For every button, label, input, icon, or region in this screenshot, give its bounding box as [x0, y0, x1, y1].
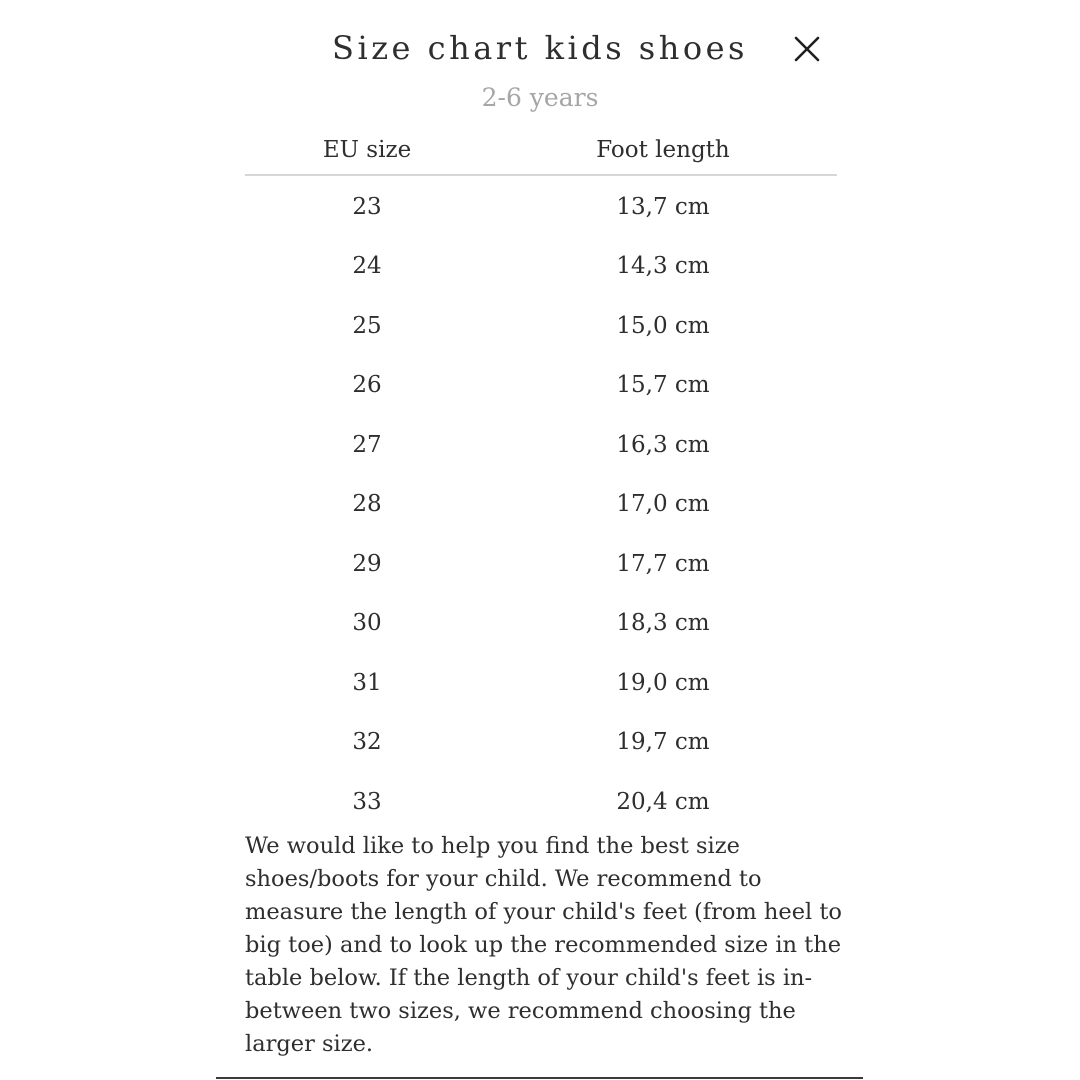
close-button[interactable] — [790, 32, 824, 66]
table-row — [245, 237, 837, 297]
bottom-divider — [216, 1077, 863, 1079]
table-row — [245, 772, 837, 832]
cell-foot-length: 19,7 cm — [616, 729, 710, 756]
modal-title: Size chart kids shoes — [332, 29, 748, 67]
cell-foot-length: 17,0 cm — [616, 491, 710, 518]
cell-foot-length: 18,3 cm — [616, 610, 710, 637]
cell-eu-size: 24 — [352, 253, 382, 280]
header-eu-size: EU size — [322, 137, 412, 163]
cell-eu-size: 27 — [352, 431, 382, 458]
table-row — [245, 415, 837, 475]
cell-eu-size: 32 — [352, 729, 382, 756]
header-foot-length: Foot length — [596, 137, 730, 163]
table-row — [245, 177, 837, 237]
table-body — [245, 176, 837, 832]
size-table — [245, 126, 837, 832]
cell-foot-length: 15,7 cm — [616, 372, 710, 399]
table-header — [245, 126, 837, 176]
cell-eu-size: 28 — [352, 491, 382, 518]
table-row — [245, 356, 837, 416]
cell-eu-size: 23 — [352, 193, 382, 220]
cell-eu-size: 33 — [352, 788, 382, 815]
table-row — [245, 534, 837, 594]
table-row — [245, 594, 837, 654]
close-icon — [790, 32, 824, 66]
cell-foot-length: 13,7 cm — [616, 193, 710, 220]
table-row — [245, 713, 837, 773]
size-info-text: We would like to help you find the best size shoes/boots for your child. We recommend to measure the length of your child's feet (from heel to big toe) and to look up the recommended size in the table below. If the length of your child's feet is in-between two sizes, we recommend choosing the larger size. — [245, 833, 842, 1057]
cell-foot-length: 16,3 cm — [616, 431, 710, 458]
cell-eu-size: 25 — [352, 312, 382, 339]
cell-foot-length: 20,4 cm — [616, 788, 710, 815]
modal-subtitle: 2-6 years — [481, 83, 599, 112]
cell-eu-size: 26 — [352, 372, 382, 399]
cell-eu-size: 30 — [352, 610, 382, 637]
table-row — [245, 296, 837, 356]
table-row — [245, 475, 837, 535]
cell-eu-size: 29 — [352, 550, 382, 577]
cell-eu-size: 31 — [352, 669, 382, 696]
cell-foot-length: 15,0 cm — [616, 312, 710, 339]
table-row — [245, 653, 837, 713]
cell-foot-length: 14,3 cm — [616, 253, 710, 280]
cell-foot-length: 17,7 cm — [616, 550, 710, 577]
cell-foot-length: 19,0 cm — [616, 669, 710, 696]
